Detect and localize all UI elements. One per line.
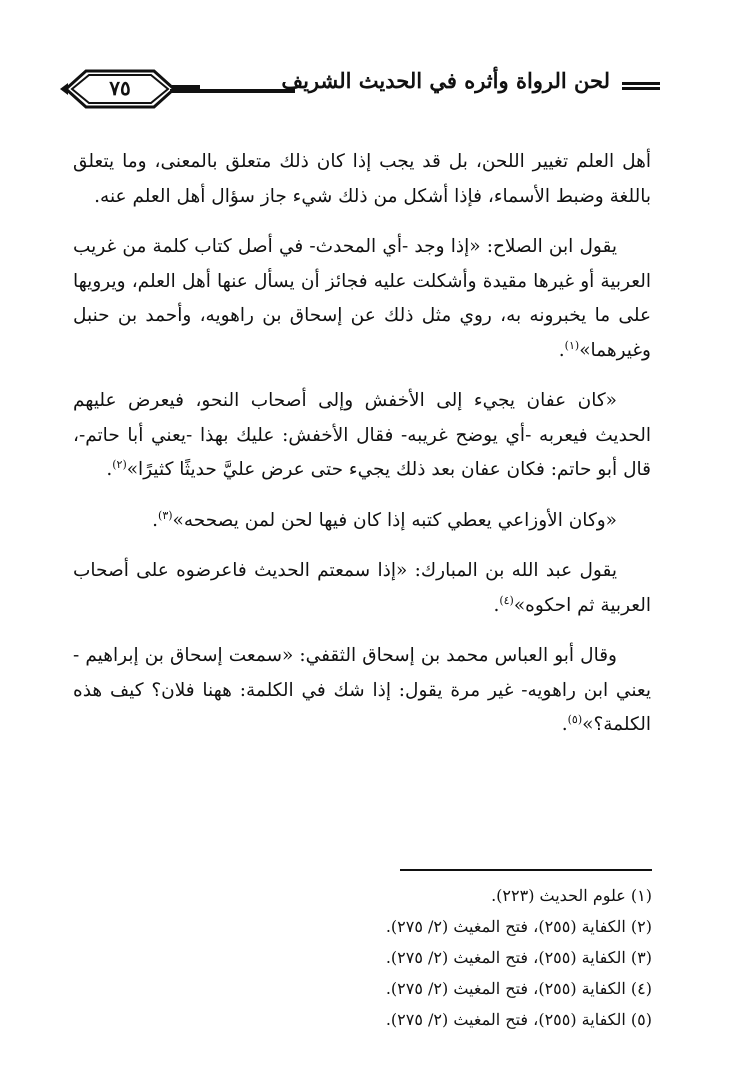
footnote-4: (٤) الكفاية (٢٥٥)، فتح المغيث (٢/ ٢٧٥). [385,979,652,998]
paragraph-4: «وكان الأوزاعي يعطي كتبه إذا كان فيها لحن لمن يصححه»$^{(٣)}$. [152,508,617,531]
page-number: ٧٥ [109,76,131,100]
footnote-ref-2: (٢) [112,457,127,471]
footnote-ref-3: (٣) [158,508,173,522]
main-text [73,145,651,759]
paragraph-3: «كان عفان يجيء إلى الأخفش وإلى أصحاب النحو، فيعرض عليهم الحديث فيعربه -أي يوضح غريبه- فقال الأخفش: عليك بهذا -يعني أبا حاتم-، قال أبو حاتم: فكان عفان بعد ذلك يجيء حتى عرض عليَّ حديثًا كثيرًا»$^{(٢)}$. [73,390,651,480]
footnote-3: (٣) الكفاية (٢٥٥)، فتح المغيث (٢/ ٢٧٥). [385,948,652,967]
footnote-ref-1: (١) [564,338,580,352]
footnote-ref-5: (٥) [567,712,583,726]
header-rule [170,89,295,93]
footnote-ref-4: (٤) [499,593,514,607]
footnote-1: (١) علوم الحديث (٢٢٣). [491,886,652,905]
running-title: لحن الرواة وأثره في الحديث الشريف [281,68,610,93]
paragraph-1: أهل العلم تغيير اللحن، بل قد يجب إذا كان ذلك متعلق بالمعنى، وما يتعلق باللغة وضبط الأسماء، فإذا أشكل من ذلك شيء جاز سؤال أهل العلم عنه. [73,151,651,207]
footnote-5: (٥) الكفاية (٢٥٥)، فتح المغيث (٢/ ٢٧٥). [385,1010,652,1029]
paragraph-2: يقول ابن الصلاح: «إذا وجد -أي المحدث- في أصل كتاب كلمة من غريب العربية أو غيرها مقيدة وأشكلت عليه فجائز أن يسأل عنها أهل العلم، ويرويها على ما يخبرونه به، روي مثل ذلك عن إسحاق بن راهويه، وأحمد بن حنبل وغيرهما»$^{(١)}$. [73,236,651,361]
header-bars [622,82,660,92]
page-header [60,62,660,112]
footnote-separator [400,869,652,871]
paragraph-5: يقول عبد الله بن المبارك: «إذا سمعتم الحديث فاعرضوه على أصحاب العربية ثم احكوه»$^{(٤)}$. [73,560,651,616]
footnote-2: (٢) الكفاية (٢٥٥)، فتح المغيث (٢/ ٢٧٥). [385,917,652,936]
footnotes [300,880,652,1035]
paragraph-6: وقال أبو العباس محمد بن إسحاق الثقفي: «سمعت إسحاق بن إبراهيم - يعني ابن راهويه- غير مرة يقول: إذا شك في الكلمة: ههنا فلان؟ كيف هذه الكلمة؟»$^{(٥)}$. [73,645,651,735]
